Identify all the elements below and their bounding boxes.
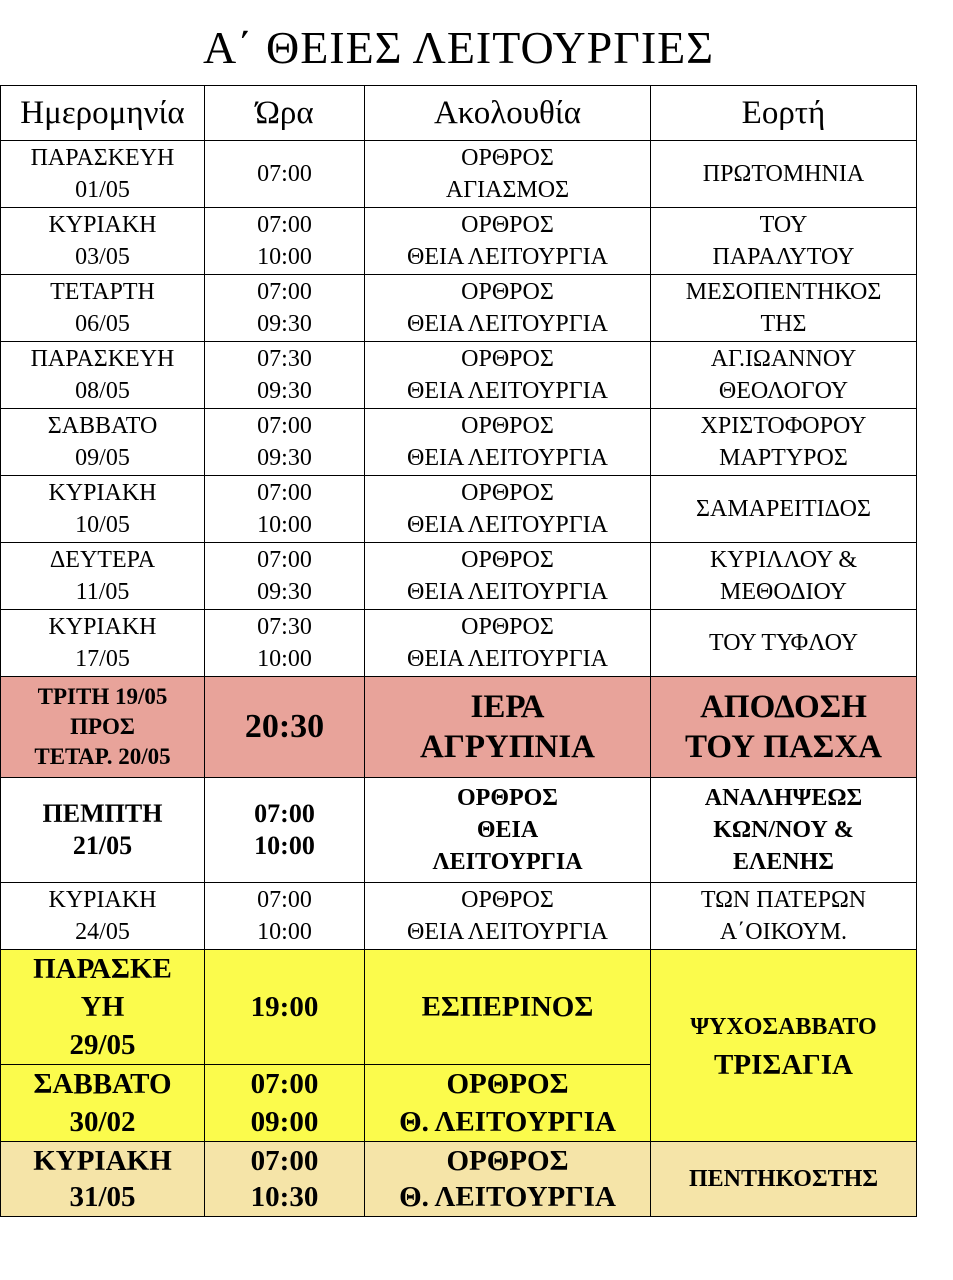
- date-cell: [1, 208, 205, 275]
- service-cell-line: ΟΡΘΡΟΣ: [461, 346, 554, 372]
- date-cell-line: ΚΥΡΙΑΚΗ: [48, 480, 157, 506]
- feast-cell-line: ΑΓ.ΙΩΑΝΝΟΥ: [710, 346, 857, 372]
- date-cell-line: 17/05: [75, 646, 130, 672]
- date-cell: [1, 409, 205, 476]
- service-cell: [365, 342, 651, 409]
- feast-cell-line: ΤΟΥ ΠΑΣΧΑ: [684, 729, 883, 765]
- service-cell-line: ΟΡΘΡΟΣ: [461, 212, 554, 238]
- date-cell: [1, 1142, 205, 1217]
- date-cell-line: 30/02: [69, 1106, 136, 1138]
- page-title: Α΄ ΘΕΙΕΣ ΛΕΙΤΟΥΡΓΙΕΣ: [202, 22, 715, 73]
- time-cell: [205, 208, 365, 275]
- feast-cell: [651, 543, 917, 610]
- schedule-row: [1, 275, 917, 342]
- time-cell-line: 10:00: [257, 919, 312, 945]
- header-feast: Εορτή: [651, 86, 917, 141]
- time-cell-line: 07:00: [257, 212, 312, 238]
- service-cell-line: ΘΕΙΑ ΛΕΙΤΟΥΡΓΙΑ: [407, 646, 608, 672]
- service-cell-line: Θ. ΛΕΙΤΟΥΡΓΙΑ: [399, 1181, 616, 1213]
- feast-cell-line: ΚΥΡΙΛΛΟΥ &: [709, 547, 858, 573]
- feast-cell: [651, 677, 917, 778]
- service-cell-line: ΕΣΠΕΡΙΝΟΣ: [421, 991, 594, 1023]
- time-cell-line: 07:00: [257, 547, 312, 573]
- time-cell-line: 07:30: [257, 346, 312, 372]
- feast-cell-line: ΜΕΣΟΠΕΝΤΗΚΟΣ: [685, 279, 882, 305]
- date-cell-line: 31/05: [69, 1181, 136, 1213]
- feast-cell: [651, 1142, 917, 1217]
- date-cell: [1, 778, 205, 883]
- date-cell-line: ΠΑΡΑΣΚΕΥΗ: [30, 346, 175, 372]
- feast-cell: [651, 950, 917, 1142]
- service-cell-line: ΘΕΙΑ: [476, 817, 539, 843]
- feast-cell: [651, 208, 917, 275]
- schedule-row: [1, 409, 917, 476]
- service-cell: [365, 610, 651, 677]
- time-cell: [205, 1065, 365, 1142]
- date-cell: [1, 677, 205, 778]
- schedule-row: [1, 208, 917, 275]
- time-cell-line: 09:30: [257, 445, 312, 471]
- time-cell-line: 09:30: [257, 311, 312, 337]
- liturgy-schedule-table: [0, 85, 917, 1217]
- time-cell-line: 20:30: [244, 708, 325, 745]
- date-cell: [1, 883, 205, 950]
- time-cell: [205, 1142, 365, 1217]
- date-cell-line: ΚΥΡΙΑΚΗ: [33, 1145, 172, 1177]
- feast-cell-line: ΤΡΙΣΑΓΙΑ: [714, 1048, 853, 1081]
- feast-cell-line: ΘΕΟΛΟΓΟΥ: [718, 378, 849, 404]
- service-cell-line: ΘΕΙΑ ΛΕΙΤΟΥΡΓΙΑ: [407, 378, 608, 404]
- time-cell: [205, 543, 365, 610]
- time-cell: [205, 275, 365, 342]
- feast-cell-line: ΚΩΝ/ΝΟΥ &: [713, 817, 854, 843]
- time-cell: [205, 778, 365, 883]
- date-cell: [1, 342, 205, 409]
- time-cell-line: 07:00: [254, 799, 315, 828]
- service-cell: [365, 950, 651, 1065]
- feast-cell-line: ΜΕΘΟΔΙΟΥ: [720, 579, 847, 605]
- feast-cell: [651, 342, 917, 409]
- time-cell: [205, 610, 365, 677]
- date-cell: [1, 141, 205, 208]
- service-cell: [365, 208, 651, 275]
- feast-cell: [651, 409, 917, 476]
- time-cell-line: 10:00: [257, 512, 312, 538]
- time-cell-line: 10:00: [257, 646, 312, 672]
- time-cell-line: 09:30: [257, 579, 312, 605]
- date-cell-line: ΠΡΟΣ: [70, 714, 135, 739]
- service-cell-line: ΟΡΘΡΟΣ: [461, 887, 554, 913]
- service-cell: [365, 141, 651, 208]
- time-cell: [205, 883, 365, 950]
- schedule-row: [1, 883, 917, 950]
- time-cell: [205, 342, 365, 409]
- date-cell: [1, 950, 205, 1065]
- time-cell-line: 07:00: [250, 1145, 319, 1177]
- date-cell-line: ΚΥΡΙΑΚΗ: [48, 614, 157, 640]
- time-cell: [205, 409, 365, 476]
- time-cell-line: 10:30: [250, 1181, 319, 1213]
- feast-cell-line: ΤΟΥ ΤΥΦΛΟΥ: [708, 630, 859, 656]
- schedule-row: [1, 778, 917, 883]
- feast-cell-line: ΠΑΡΑΛΥΤΟΥ: [712, 244, 855, 270]
- feast-cell-line: ΑΠΟΔΟΣΗ: [700, 689, 867, 725]
- date-cell: [1, 275, 205, 342]
- service-cell: [365, 476, 651, 543]
- time-cell: [205, 476, 365, 543]
- schedule-row: [1, 342, 917, 409]
- time-cell-line: 19:00: [250, 991, 319, 1023]
- time-cell-line: 07:00: [257, 279, 312, 305]
- feast-cell-line: ΜΑΡΤΥΡΟΣ: [719, 445, 848, 471]
- date-cell-line: 10/05: [75, 512, 130, 538]
- time-cell: [205, 950, 365, 1065]
- service-cell-line: ΟΡΘΡΟΣ: [456, 785, 558, 811]
- service-cell-line: ΛΕΙΤΟΥΡΓΙΑ: [432, 849, 583, 875]
- header-row: [1, 86, 917, 141]
- service-cell: [365, 543, 651, 610]
- feast-cell-line: Α΄ΟΙΚΟΥΜ.: [719, 919, 848, 945]
- schedule-row: [1, 610, 917, 677]
- time-cell: [205, 677, 365, 778]
- header-service: Ακολουθία: [365, 86, 651, 141]
- date-cell-line: 08/05: [75, 378, 130, 404]
- date-cell-line: ΣΑΒΒΑΤΟ: [47, 413, 158, 439]
- date-cell-line: 06/05: [75, 311, 130, 337]
- feast-cell-line: ΣΑΜΑΡΕΙΤΙΔΟΣ: [696, 496, 871, 522]
- service-cell-line: ΘΕΙΑ ΛΕΙΤΟΥΡΓΙΑ: [407, 512, 608, 538]
- date-cell-line: 24/05: [75, 919, 130, 945]
- service-cell-line: ΘΕΙΑ ΛΕΙΤΟΥΡΓΙΑ: [407, 244, 608, 270]
- feast-cell-line: ΑΝΑΛΗΨΕΩΣ: [704, 785, 863, 811]
- header-time: Ώρα: [205, 86, 365, 141]
- date-cell-line: 01/05: [75, 177, 130, 203]
- service-cell: [365, 778, 651, 883]
- header-date: Ημερομηνία: [1, 86, 205, 141]
- feast-cell: [651, 141, 917, 208]
- service-cell-line: ΟΡΘΡΟΣ: [461, 547, 554, 573]
- date-cell-line: ΚΥΡΙΑΚΗ: [48, 212, 157, 238]
- date-cell-line: ΠΕΜΠΤΗ: [42, 799, 163, 828]
- feast-cell-line: ΤΗΣ: [760, 311, 807, 337]
- schedule-row: [1, 677, 917, 778]
- date-cell-line: ΥΗ: [80, 991, 125, 1023]
- feast-cell: [651, 610, 917, 677]
- feast-cell: [651, 778, 917, 883]
- time-cell-line: 07:00: [257, 161, 312, 187]
- service-cell-line: ΟΡΘΡΟΣ: [461, 279, 554, 305]
- date-cell-line: 21/05: [72, 831, 133, 860]
- service-cell: [365, 275, 651, 342]
- service-cell: [365, 883, 651, 950]
- time-cell-line: 10:00: [254, 831, 315, 860]
- date-cell-line: ΠΑΡΑΣΚΕ: [33, 953, 172, 985]
- date-cell-line: ΤΕΤΑΡ. 20/05: [34, 744, 171, 769]
- feast-cell-line: ΧΡΙΣΤΟΦΟΡΟΥ: [700, 413, 867, 439]
- time-cell-line: 07:00: [257, 887, 312, 913]
- time-cell: [205, 141, 365, 208]
- time-cell-line: 09:30: [257, 378, 312, 404]
- feast-cell: [651, 476, 917, 543]
- service-cell-line: ΟΡΘΡΟΣ: [461, 614, 554, 640]
- feast-cell-line: ΨΥΧΟΣΑΒΒΑΤΟ: [690, 1013, 877, 1040]
- feast-cell-line: ΤΩΝ ΠΑΤΕΡΩΝ: [700, 887, 867, 913]
- feast-cell-line: ΕΛΕΝΗΣ: [733, 849, 834, 875]
- time-cell-line: 07:00: [250, 1068, 319, 1100]
- date-cell-line: 03/05: [75, 244, 130, 270]
- date-cell-line: 09/05: [75, 445, 130, 471]
- service-cell-line: ΘΕΙΑ ΛΕΙΤΟΥΡΓΙΑ: [407, 919, 608, 945]
- feast-cell: [651, 883, 917, 950]
- time-cell-line: 10:00: [257, 244, 312, 270]
- service-cell-line: ΟΡΘΡΟΣ: [461, 480, 554, 506]
- schedule-row: [1, 476, 917, 543]
- date-cell-line: ΚΥΡΙΑΚΗ: [48, 887, 157, 913]
- date-cell-line: ΠΑΡΑΣΚΕΥΗ: [30, 145, 175, 171]
- service-cell-line: ΑΓΡΥΠΝΙΑ: [420, 729, 595, 765]
- date-cell-line: 11/05: [75, 579, 130, 605]
- schedule-row: [1, 543, 917, 610]
- date-cell: [1, 543, 205, 610]
- service-cell-line: ΟΡΘΡΟΣ: [461, 413, 554, 439]
- date-cell: [1, 476, 205, 543]
- service-cell-line: ΟΡΘΡΟΣ: [461, 145, 554, 171]
- time-cell-line: 07:00: [257, 480, 312, 506]
- service-cell-line: ΘΕΙΑ ΛΕΙΤΟΥΡΓΙΑ: [407, 579, 608, 605]
- date-cell-line: 29/05: [69, 1029, 136, 1061]
- date-cell-line: ΔΕΥΤΕΡΑ: [49, 547, 156, 573]
- feast-cell-line: ΠΕΝΤΗΚΟΣΤΗΣ: [688, 1166, 879, 1192]
- service-cell-line: ΘΕΙΑ ΛΕΙΤΟΥΡΓΙΑ: [407, 311, 608, 337]
- service-cell: [365, 409, 651, 476]
- schedule-row: [1, 141, 917, 208]
- feast-cell-line: ΤΟΥ: [759, 212, 808, 238]
- time-cell-line: 09:00: [250, 1106, 319, 1138]
- date-cell-line: ΤΕΤΑΡΤΗ: [50, 279, 155, 305]
- schedule-row: [1, 950, 917, 1065]
- service-cell-line: ΟΡΘΡΟΣ: [446, 1145, 569, 1177]
- schedule-row: [1, 1142, 917, 1217]
- service-cell-line: Θ. ΛΕΙΤΟΥΡΓΙΑ: [399, 1106, 616, 1138]
- date-cell-line: ΣΑΒΒΑΤΟ: [33, 1068, 172, 1100]
- feast-cell-line: ΠΡΩΤΟΜΗΝΙΑ: [702, 161, 865, 187]
- date-cell-line: ΤΡΙΤΗ 19/05: [37, 684, 168, 709]
- date-cell: [1, 610, 205, 677]
- service-cell-line: ΙΕΡΑ: [470, 689, 545, 725]
- service-cell-line: ΟΡΘΡΟΣ: [446, 1068, 569, 1100]
- time-cell-line: 07:30: [257, 614, 312, 640]
- time-cell-line: 07:00: [257, 413, 312, 439]
- service-cell-line: ΑΓΙΑΣΜΟΣ: [445, 177, 570, 203]
- service-cell: [365, 1142, 651, 1217]
- date-cell: [1, 1065, 205, 1142]
- feast-cell: [651, 275, 917, 342]
- service-cell-line: ΘΕΙΑ ΛΕΙΤΟΥΡΓΙΑ: [407, 445, 608, 471]
- service-cell: [365, 677, 651, 778]
- service-cell: [365, 1065, 651, 1142]
